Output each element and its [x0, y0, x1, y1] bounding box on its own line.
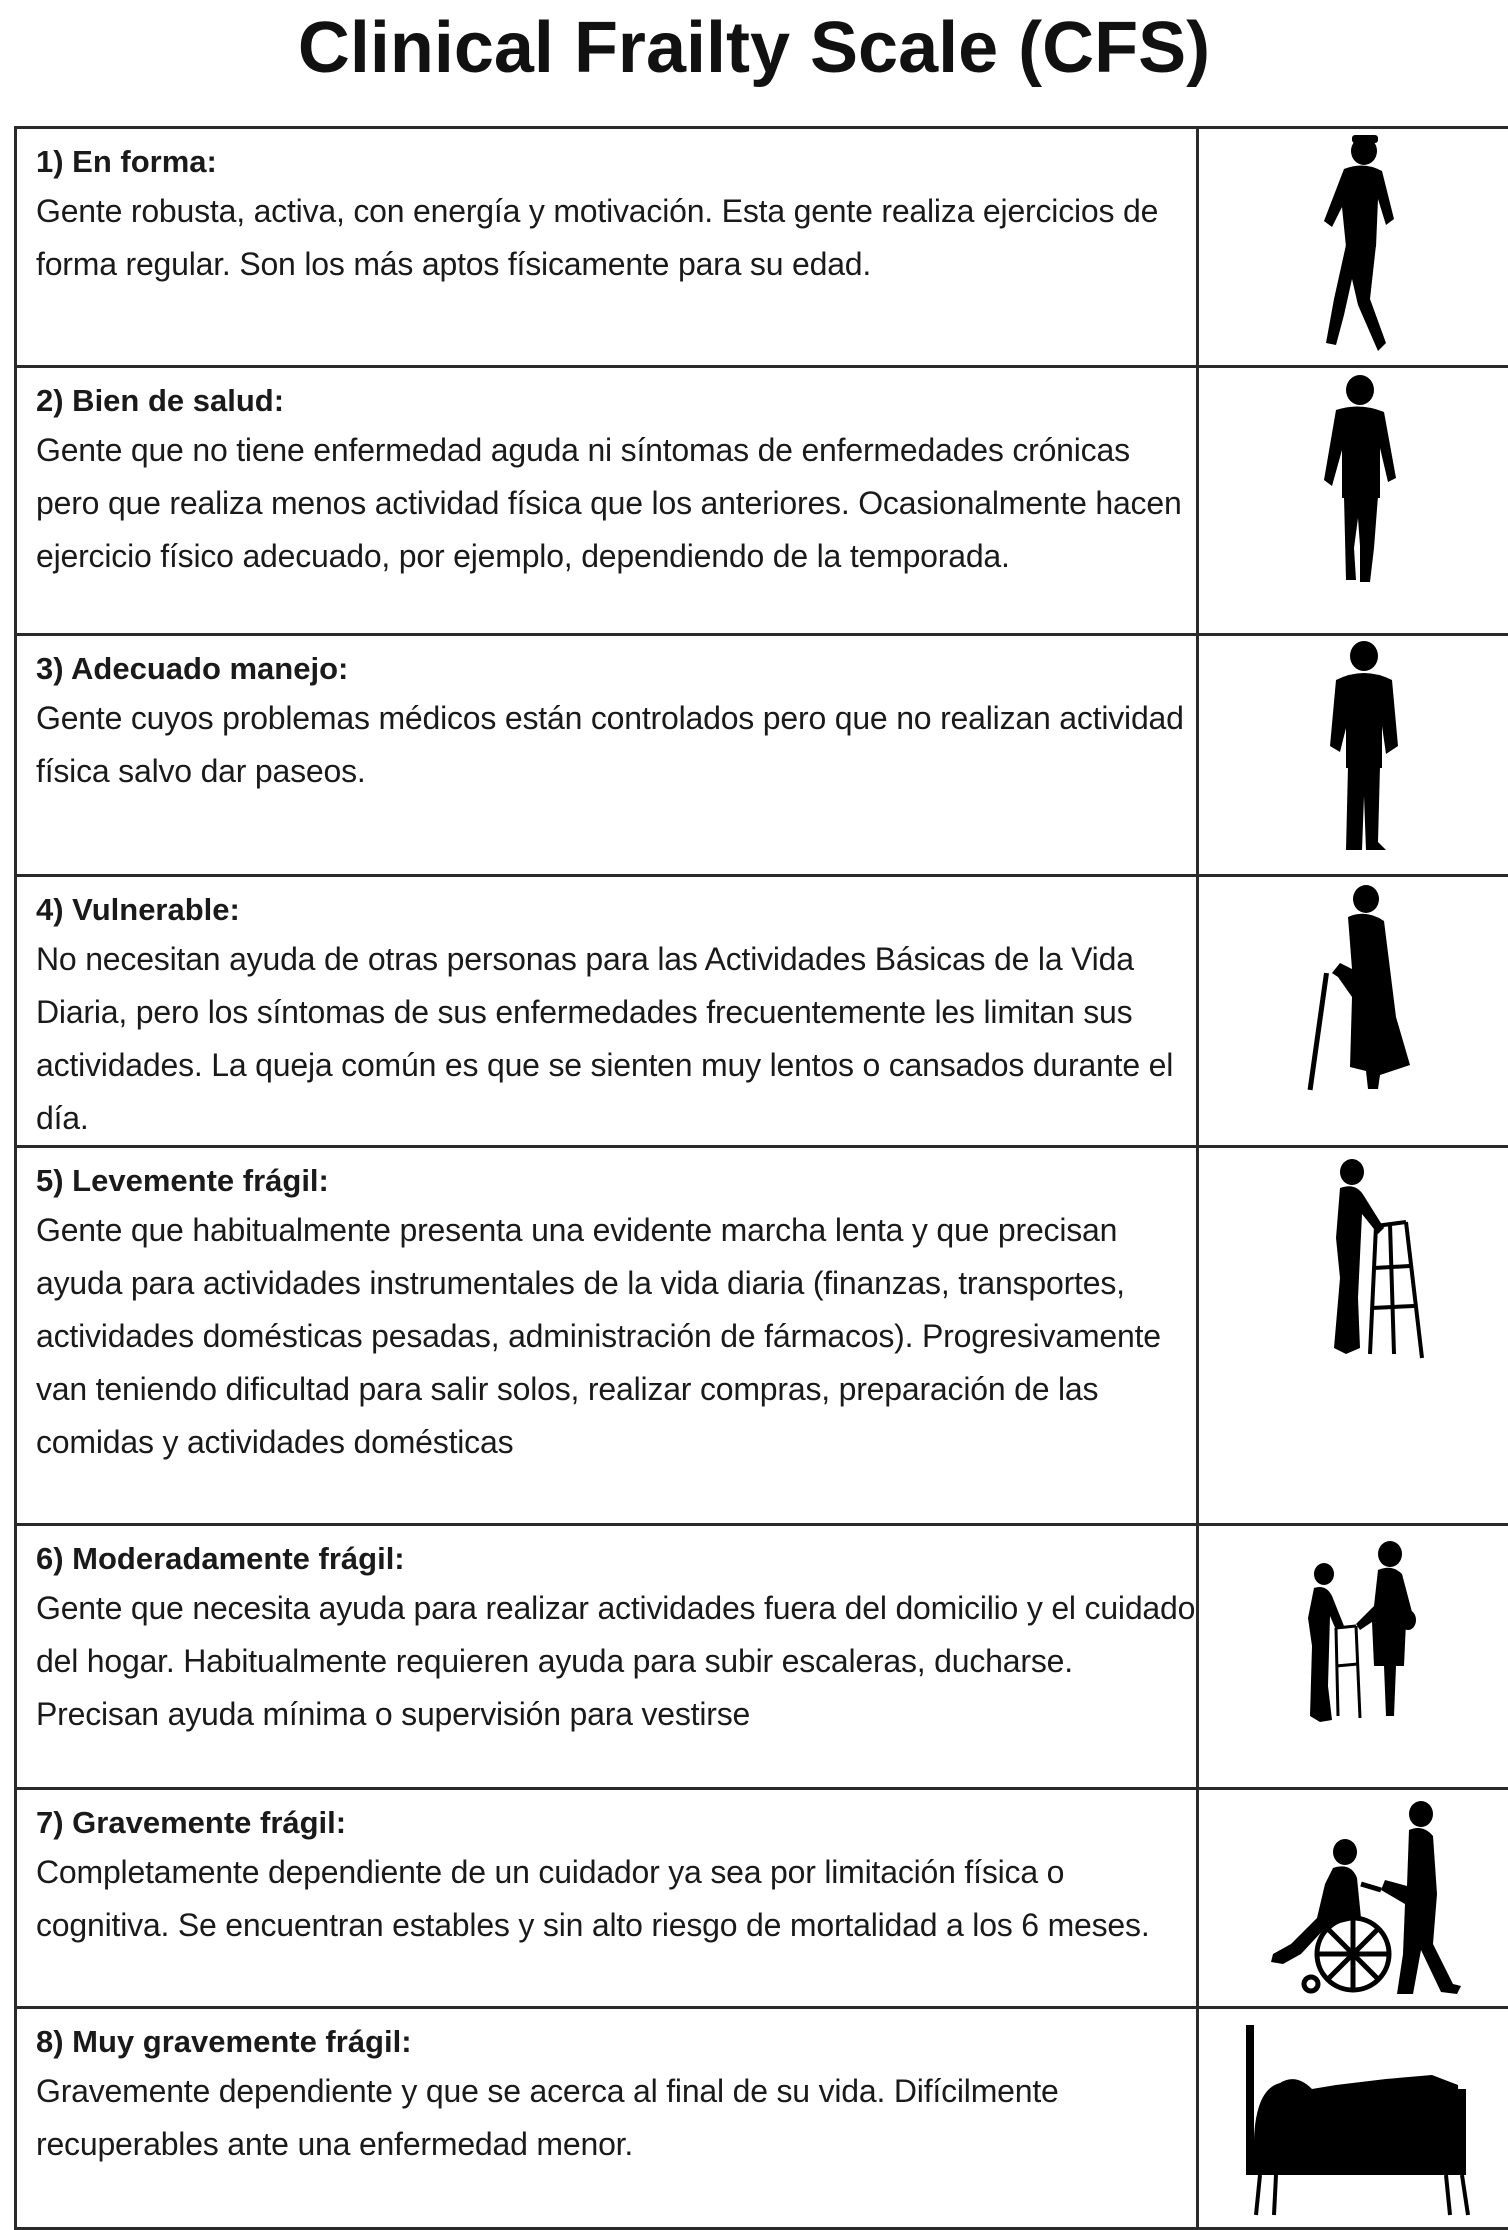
level-figure-cell — [1198, 1147, 1508, 1525]
level-text-cell — [16, 1147, 1198, 1525]
table-row — [16, 1525, 1508, 1789]
level-description: Completamente dependiente de un cuidador ya sea por limitación física o cognitiva. Se encuentran estables y sin alto riesgo de mortalidad a los 6 meses. — [36, 1846, 1196, 1952]
table-row — [16, 635, 1508, 876]
level-heading: 2) Bien de salud: — [36, 378, 1196, 424]
level-heading: 5) Levemente frágil: — [36, 1158, 1196, 1204]
level-text-cell — [16, 635, 1198, 876]
level-figure-cell — [1198, 128, 1508, 367]
table-row — [16, 876, 1508, 1147]
level-text-cell — [16, 2008, 1198, 2229]
level-figure-cell — [1198, 2008, 1508, 2229]
level-heading: 8) Muy gravemente frágil: — [36, 2019, 1196, 2065]
table-row — [16, 1147, 1508, 1525]
level-figure-cell — [1198, 876, 1508, 1147]
person-in-bed-icon — [1236, 2019, 1486, 2219]
level-description: Gente que habitualmente presenta una evidente marcha lenta y que precisan ayuda para actividades instrumentales de la vida diaria (finanzas, transportes, actividades domésticas pesadas, administración de fármacos). Progresivamente van teniendo dificultad para salir solos, realizar compras, preparación de las comidas y actividades domésticas — [36, 1204, 1196, 1469]
walking-person-icon — [1286, 129, 1436, 359]
level-heading: 1) En forma: — [36, 139, 1196, 185]
table-row — [16, 2008, 1508, 2229]
level-figure-cell — [1198, 367, 1508, 635]
table-row — [16, 128, 1508, 367]
elder-with-cane-icon — [1286, 877, 1436, 1107]
level-heading: 4) Vulnerable: — [36, 887, 1196, 933]
walking-elder-icon — [1286, 368, 1436, 598]
level-text-cell — [16, 128, 1198, 367]
level-description: Gente que no tiene enfermedad aguda ni síntomas de enfermedades crónicas pero que realiza menos actividad física que los anteriores. Ocasionalmente hacen ejercicio físico adecuado, por ejemplo, dependiendo de la temporada. — [36, 424, 1196, 583]
page-title: Clinical Frailty Scale (CFS) — [0, 0, 1508, 110]
level-heading: 7) Gravemente frágil: — [36, 1800, 1196, 1846]
standing-elder-icon — [1286, 636, 1436, 866]
level-text-cell — [16, 367, 1198, 635]
level-figure-cell — [1198, 635, 1508, 876]
level-description: Gente cuyos problemas médicos están controlados pero que no realizan actividad física salvo dar paseos. — [36, 692, 1196, 798]
level-description: Gente robusta, activa, con energía y motivación. Esta gente realiza ejercicios de forma regular. Son los más aptos físicamente para su edad. — [36, 185, 1196, 291]
level-text-cell — [16, 1789, 1198, 2008]
table-row — [16, 367, 1508, 635]
level-text-cell — [16, 876, 1198, 1147]
frailty-scale-table — [14, 126, 1508, 2230]
level-text-cell — [16, 1525, 1198, 1789]
table-row — [16, 1789, 1508, 2008]
elder-with-walker-icon — [1286, 1148, 1436, 1378]
level-description: No necesitan ayuda de otras personas para las Actividades Básicas de la Vida Diaria, pero los síntomas de sus enfermedades frecuentemente les limitan sus actividades. La queja común es que se sienten muy lentos o cansados durante el día. — [36, 933, 1196, 1145]
level-heading: 6) Moderadamente frágil: — [36, 1536, 1196, 1582]
elder-with-helper-icon — [1286, 1526, 1436, 1756]
wheelchair-with-caregiver-icon — [1241, 1794, 1481, 2004]
level-description: Gravemente dependiente y que se acerca al final de su vida. Difícilmente recuperables ante una enfermedad menor. — [36, 2065, 1196, 2171]
level-figure-cell — [1198, 1789, 1508, 2008]
level-description: Gente que necesita ayuda para realizar actividades fuera del domicilio y el cuidado del hogar. Habitualmente requieren ayuda para subir escaleras, ducharse. Precisan ayuda mínima o supervisión para vestirse — [36, 1582, 1196, 1741]
level-heading: 3) Adecuado manejo: — [36, 646, 1196, 692]
level-figure-cell — [1198, 1525, 1508, 1789]
